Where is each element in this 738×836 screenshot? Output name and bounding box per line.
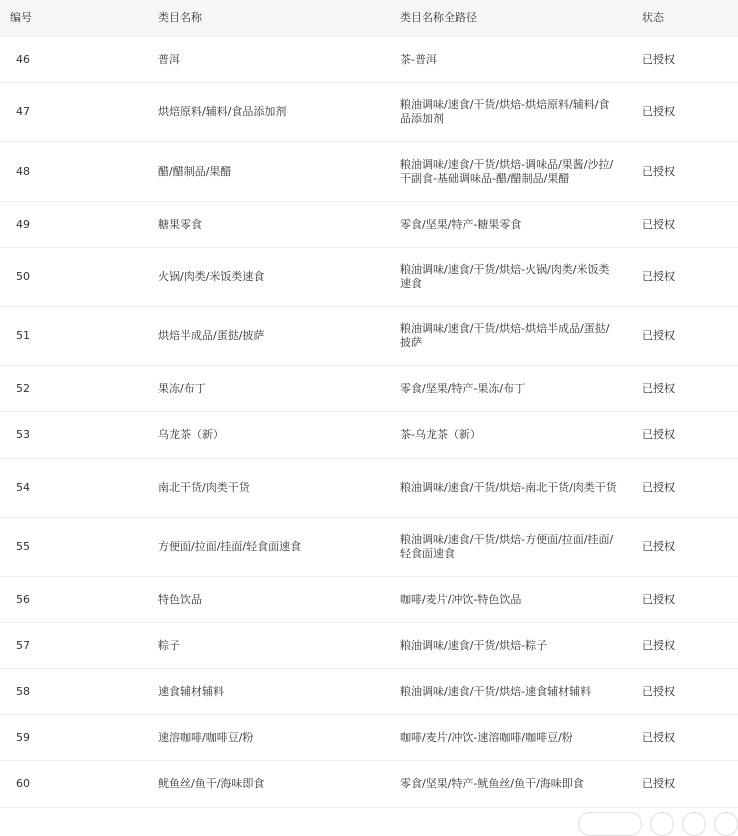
row-id: 57: [16, 638, 30, 652]
row-name: 醋/醋制品/果醋: [158, 164, 232, 178]
row-path: 粮油调味/速食/干货/烘焙-方便面/拉面/挂面/轻食面速食: [400, 533, 614, 560]
row-name: 普洱: [158, 52, 180, 66]
row-path: 咖啡/麦片/冲饮-速溶咖啡/咖啡豆/粉: [400, 730, 573, 744]
row-status: 已授权: [642, 428, 675, 441]
table-row[interactable]: [0, 202, 738, 248]
table-row[interactable]: [0, 623, 738, 669]
table-row[interactable]: [0, 83, 738, 142]
row-name: 粽子: [158, 638, 180, 652]
row-id: 52: [16, 381, 30, 395]
prev-page-button[interactable]: [650, 812, 674, 836]
table-row[interactable]: [0, 248, 738, 307]
row-name: 方便面/拉面/挂面/轻食面速食: [158, 540, 302, 553]
row-status: 已授权: [642, 105, 675, 118]
row-name: 烘焙半成品/蛋挞/披萨: [158, 329, 265, 342]
row-id: 55: [16, 540, 30, 553]
row-id: 56: [16, 592, 30, 606]
row-status: 已授权: [642, 540, 675, 553]
pagination: [578, 802, 738, 815]
row-id: 54: [16, 481, 30, 494]
header-id: 编号: [10, 11, 32, 24]
row-path: 粮油调味/速食/干货/烘焙-调味品/果酱/沙拉/干副食-基础调味品-醋/醋制品/果醋: [400, 157, 614, 185]
table-row[interactable]: [0, 366, 738, 412]
table-row[interactable]: [0, 142, 738, 202]
row-status: 已授权: [642, 329, 675, 342]
row-id: 46: [16, 52, 30, 66]
row-id: 51: [16, 329, 30, 342]
row-status: 已授权: [642, 638, 675, 652]
row-status: 已授权: [642, 481, 675, 494]
table-row[interactable]: [0, 459, 738, 518]
row-path: 零食/坚果/特产-果冻/布丁: [400, 381, 526, 395]
row-id: 58: [16, 684, 30, 698]
row-path: 零食/坚果/特产-鱿鱼丝/鱼干/海味即食: [400, 777, 584, 790]
row-path: 粮油调味/速食/干货/烘焙-烘焙半成品/蛋挞/披萨: [400, 322, 610, 349]
table-row[interactable]: [0, 307, 738, 366]
row-status: 已授权: [642, 777, 675, 790]
header-status: 状态: [642, 11, 664, 24]
row-status: 已授权: [642, 164, 675, 178]
row-id: 60: [16, 777, 30, 790]
page-button[interactable]: [714, 812, 738, 836]
row-id: 49: [16, 217, 30, 231]
row-id: 48: [16, 164, 30, 178]
row-name: 烘焙原料/辅料/食品添加剂: [158, 105, 287, 118]
row-id: 50: [16, 270, 30, 283]
row-status: 已授权: [642, 52, 675, 66]
row-status: 已授权: [642, 270, 675, 283]
table-row[interactable]: [0, 37, 738, 83]
row-name: 南北干货/肉类干货: [158, 481, 250, 494]
row-path: 零食/坚果/特产-糖果零食: [400, 217, 522, 231]
row-id: 59: [16, 730, 30, 744]
row-id: 47: [16, 105, 30, 118]
row-name: 速溶咖啡/咖啡豆/粉: [158, 730, 254, 744]
table-row[interactable]: [0, 412, 738, 459]
row-status: 已授权: [642, 381, 675, 395]
row-path: 粮油调味/速食/干货/烘焙-粽子: [400, 638, 548, 652]
row-name: 特色饮品: [158, 592, 202, 606]
row-name: 鱿鱼丝/鱼干/海味即食: [158, 777, 265, 790]
next-page-button[interactable]: [682, 812, 706, 836]
row-path: 粮油调味/速食/干货/烘焙-南北干货/肉类干货: [400, 481, 617, 494]
table-header: [0, 0, 738, 37]
row-status: 已授权: [642, 592, 675, 606]
row-path: 粮油调味/速食/干货/烘焙-火锅/肉类/米饭类速食: [400, 263, 610, 290]
table-row[interactable]: [0, 577, 738, 623]
row-name: 糖果零食: [158, 217, 202, 231]
row-path: 咖啡/麦片/冲饮-特色饮品: [400, 592, 522, 606]
table-row[interactable]: [0, 669, 738, 715]
row-name: 速食辅材辅料: [158, 684, 224, 698]
row-name: 果冻/布丁: [158, 381, 206, 395]
row-status: 已授权: [642, 730, 675, 744]
row-status: 已授权: [642, 684, 675, 698]
table-row[interactable]: [0, 518, 738, 577]
row-id: 53: [16, 428, 30, 441]
header-path: 类目名称全路径: [400, 11, 477, 24]
row-path: 茶-乌龙茶（新）: [400, 428, 481, 441]
header-name: 类目名称: [158, 11, 202, 24]
row-status: 已授权: [642, 217, 675, 231]
row-name: 火锅/肉类/米饭类速食: [158, 270, 265, 283]
table-row[interactable]: [0, 715, 738, 761]
table-row[interactable]: [0, 761, 738, 808]
row-name: 乌龙茶（新）: [158, 428, 224, 441]
page-size-select[interactable]: [578, 812, 642, 836]
row-path: 粮油调味/速食/干货/烘焙-速食辅材辅料: [400, 684, 592, 698]
row-path: 粮油调味/速食/干货/烘焙-烘焙原料/辅料/食品添加剂: [400, 98, 610, 125]
table-footer: [0, 802, 738, 815]
row-path: 茶-普洱: [400, 52, 437, 66]
